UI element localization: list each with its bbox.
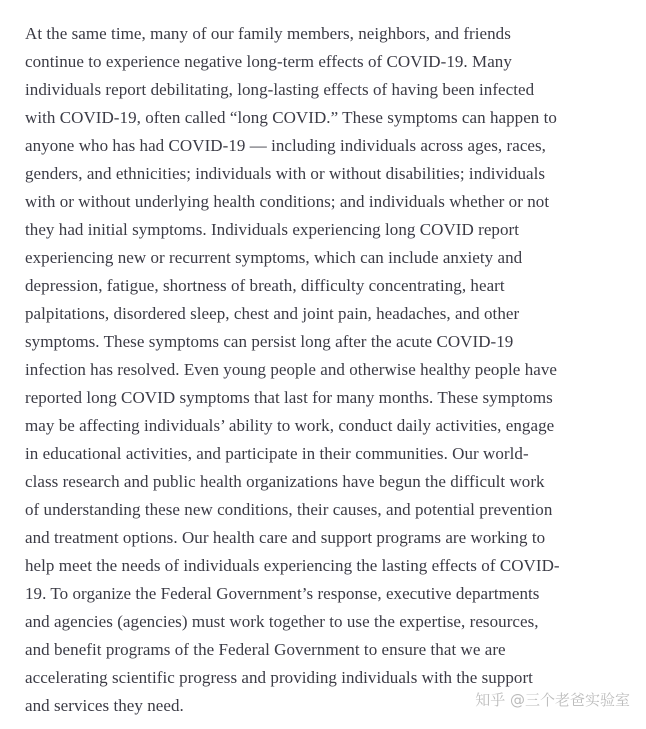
text-line: individuals report debilitating, long-lasting effects of having been infected: [25, 80, 535, 99]
text-line: may be affecting individuals’ ability to work, conduct daily activities, engage: [25, 416, 555, 435]
text-line: with COVID-19, often called “long COVID.” These symptoms can happen to: [25, 108, 557, 127]
text-line: continue to experience negative long-term effects of COVID-19. Many: [25, 52, 512, 71]
watermark: 知乎 @三个老爸实验室: [475, 691, 630, 709]
document-body: [25, 20, 637, 720]
text-line: class research and public health organizations have begun the difficult work: [25, 472, 545, 491]
text-line: infection has resolved. Even young people and otherwise healthy people have: [25, 360, 557, 379]
text-line: 19. To organize the Federal Government’s response, executive departments: [25, 584, 540, 603]
text-line: accelerating scientific progress and providing individuals with the support: [25, 668, 533, 687]
text-line: of understanding these new conditions, their causes, and potential prevention: [25, 500, 553, 519]
text-line: in educational activities, and participate in their communities. Our world-: [25, 444, 529, 463]
text-line: At the same time, many of our family members, neighbors, and friends: [25, 24, 511, 43]
text-line: and services they need.: [25, 696, 184, 715]
text-line: genders, and ethnicities; individuals with or without disabilities; individuals: [25, 164, 546, 183]
text-line: and agencies (agencies) must work together to use the expertise, resources,: [25, 612, 539, 631]
text-line: and treatment options. Our health care and support programs are working to: [25, 528, 546, 547]
text-line: with or without underlying health conditions; and individuals whether or not: [25, 192, 550, 211]
text-line: reported long COVID symptoms that last for many months. These symptoms: [25, 388, 553, 407]
text-line: depression, fatigue, shortness of breath, difficulty concentrating, heart: [25, 276, 505, 295]
text-line: palpitations, disordered sleep, chest and joint pain, headaches, and other: [25, 304, 520, 323]
text-line: symptoms. These symptoms can persist long after the acute COVID-19: [25, 332, 514, 351]
text-line: and benefit programs of the Federal Government to ensure that we are: [25, 640, 506, 659]
text-line: experiencing new or recurrent symptoms, which can include anxiety and: [25, 248, 523, 267]
text-line: anyone who has had COVID-19 — including individuals across ages, races,: [25, 136, 546, 155]
text-line: they had initial symptoms. Individuals experiencing long COVID report: [25, 220, 520, 239]
text-line: help meet the needs of individuals experiencing the lasting effects of COVID-: [25, 556, 560, 575]
